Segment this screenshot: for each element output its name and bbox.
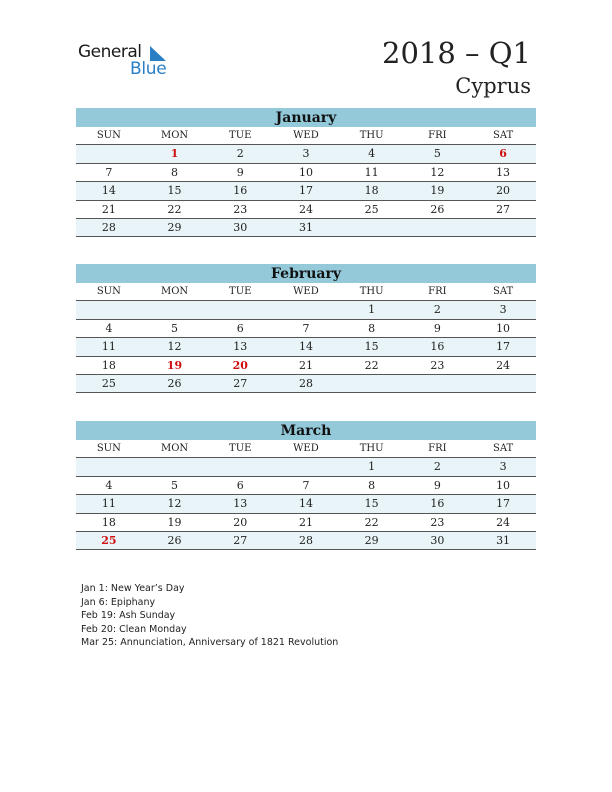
day-cell: 12 bbox=[167, 340, 182, 354]
day-cell: 10 bbox=[496, 321, 511, 335]
day-cell: 3 bbox=[302, 147, 310, 161]
weekday-label: SUN bbox=[96, 443, 121, 454]
day-cell: 13 bbox=[233, 497, 248, 511]
day-cell: 24 bbox=[496, 515, 511, 529]
day-cell: 18 bbox=[101, 358, 116, 372]
day-cell: 1 bbox=[170, 147, 179, 161]
day-cell bbox=[273, 458, 339, 475]
logo-word-blue: Blue bbox=[130, 59, 167, 79]
day-cell: 11 bbox=[101, 340, 116, 354]
day-cell: 26 bbox=[430, 202, 445, 216]
day-cell: 21 bbox=[298, 515, 313, 529]
day-cell: 2 bbox=[433, 303, 441, 317]
week-row bbox=[76, 201, 536, 219]
weekday-label: TUE bbox=[229, 286, 252, 297]
day-cell: 18 bbox=[364, 184, 379, 198]
day-cell: 2 bbox=[433, 460, 441, 474]
day-cell: 2 bbox=[236, 147, 244, 161]
weekday-label: SAT bbox=[492, 443, 514, 454]
day-cell: 4 bbox=[105, 478, 113, 492]
weekday-label: WED bbox=[293, 443, 319, 454]
week-row bbox=[76, 338, 536, 356]
day-cell: 1 bbox=[368, 460, 376, 474]
day-cell: 28 bbox=[298, 533, 313, 547]
day-cell: 19 bbox=[430, 184, 445, 198]
week-row bbox=[76, 219, 536, 237]
day-cell: 12 bbox=[430, 165, 445, 179]
week-row bbox=[76, 495, 536, 513]
day-cell: 24 bbox=[298, 202, 313, 216]
weekday-label: THU bbox=[359, 443, 384, 454]
day-cell bbox=[76, 145, 142, 162]
weekday-label: MON bbox=[160, 286, 189, 297]
day-cell: 4 bbox=[105, 321, 113, 335]
day-cell: 20 bbox=[496, 184, 511, 198]
month-calendar-february bbox=[76, 264, 536, 393]
weekday-label: FRI bbox=[428, 443, 447, 454]
month-calendar-march bbox=[76, 421, 536, 550]
logo-word-general: General bbox=[78, 42, 142, 62]
month-header: March bbox=[76, 421, 536, 440]
day-cell: 27 bbox=[496, 202, 511, 216]
day-cell: 8 bbox=[171, 165, 179, 179]
day-cell bbox=[470, 375, 536, 392]
holiday-note: Jan 6: Epiphany bbox=[81, 596, 156, 608]
holiday-note: Feb 20: Clean Monday bbox=[81, 623, 187, 635]
day-cell: 21 bbox=[298, 358, 313, 372]
week-row bbox=[76, 164, 536, 182]
day-cell bbox=[207, 301, 273, 318]
day-cell: 3 bbox=[499, 303, 507, 317]
weekday-header-row bbox=[76, 440, 536, 458]
day-cell: 17 bbox=[496, 340, 511, 354]
day-cell: 15 bbox=[167, 184, 182, 198]
day-cell: 25 bbox=[101, 376, 116, 390]
weekday-label: FRI bbox=[428, 130, 447, 141]
weekday-header-row bbox=[76, 127, 536, 145]
day-cell bbox=[207, 458, 273, 475]
weekday-label: WED bbox=[293, 286, 319, 297]
weekday-label: MON bbox=[160, 443, 189, 454]
day-cell: 12 bbox=[167, 497, 182, 511]
day-cell: 20 bbox=[232, 358, 248, 372]
weekday-label: SUN bbox=[96, 286, 121, 297]
weekday-label: TUE bbox=[229, 443, 252, 454]
day-cell: 25 bbox=[101, 533, 117, 547]
week-row bbox=[76, 320, 536, 338]
day-cell: 21 bbox=[101, 202, 116, 216]
holiday-note: Feb 19: Ash Sunday bbox=[81, 610, 176, 622]
day-cell: 31 bbox=[496, 533, 511, 547]
day-cell: 1 bbox=[368, 303, 376, 317]
holiday-note: Mar 25: Annunciation, Anniversary of 1821 Revolution bbox=[81, 637, 339, 649]
month-header: January bbox=[76, 108, 536, 127]
day-cell bbox=[405, 219, 471, 236]
weekday-label: MON bbox=[160, 130, 189, 141]
day-cell: 17 bbox=[496, 497, 511, 511]
day-cell: 14 bbox=[298, 340, 313, 354]
day-cell bbox=[142, 458, 208, 475]
month-calendar-january bbox=[76, 108, 536, 237]
day-cell: 5 bbox=[171, 321, 179, 335]
day-cell: 23 bbox=[430, 358, 445, 372]
day-cell: 3 bbox=[499, 460, 507, 474]
day-cell: 8 bbox=[368, 321, 376, 335]
day-cell: 18 bbox=[101, 515, 116, 529]
day-cell: 14 bbox=[298, 497, 313, 511]
day-cell: 24 bbox=[496, 358, 511, 372]
day-cell: 11 bbox=[364, 165, 379, 179]
day-cell bbox=[273, 301, 339, 318]
weekday-label: SUN bbox=[96, 130, 121, 141]
day-cell: 15 bbox=[364, 340, 379, 354]
day-cell: 16 bbox=[430, 340, 445, 354]
day-cell: 11 bbox=[101, 497, 116, 511]
day-cell: 16 bbox=[233, 184, 248, 198]
day-cell: 8 bbox=[368, 478, 376, 492]
day-cell: 23 bbox=[233, 202, 248, 216]
day-cell: 5 bbox=[171, 478, 179, 492]
week-row bbox=[76, 532, 536, 550]
day-cell: 9 bbox=[236, 165, 244, 179]
day-cell: 7 bbox=[302, 321, 310, 335]
holiday-note: Jan 1: New Year’s Day bbox=[81, 583, 185, 594]
week-row bbox=[76, 182, 536, 200]
day-cell: 27 bbox=[233, 533, 248, 547]
day-cell: 25 bbox=[364, 202, 379, 216]
weekday-header-row bbox=[76, 283, 536, 301]
day-cell: 23 bbox=[430, 515, 445, 529]
day-cell: 6 bbox=[236, 321, 244, 335]
weekday-label: TUE bbox=[229, 130, 252, 141]
day-cell: 15 bbox=[364, 497, 379, 511]
week-row bbox=[76, 477, 536, 495]
day-cell: 19 bbox=[167, 515, 182, 529]
week-row bbox=[76, 514, 536, 532]
week-row bbox=[76, 458, 536, 476]
day-cell: 30 bbox=[430, 533, 445, 547]
day-cell: 13 bbox=[496, 165, 511, 179]
day-cell: 19 bbox=[166, 358, 183, 372]
day-cell: 31 bbox=[298, 220, 313, 234]
day-cell: 7 bbox=[302, 478, 310, 492]
week-row bbox=[76, 301, 536, 319]
week-row bbox=[76, 145, 536, 163]
day-cell: 5 bbox=[433, 147, 441, 161]
day-cell: 22 bbox=[167, 202, 182, 216]
country-name: Cyprus bbox=[455, 74, 531, 98]
day-cell bbox=[142, 301, 208, 318]
day-cell: 9 bbox=[433, 478, 441, 492]
day-cell: 28 bbox=[101, 220, 116, 234]
day-cell: 4 bbox=[368, 147, 376, 161]
holiday-notes bbox=[81, 582, 338, 650]
weekday-label: THU bbox=[359, 130, 384, 141]
day-cell: 9 bbox=[433, 321, 441, 335]
day-cell: 29 bbox=[167, 220, 182, 234]
weekday-label: SAT bbox=[492, 130, 514, 141]
day-cell: 20 bbox=[233, 515, 248, 529]
day-cell: 30 bbox=[233, 220, 248, 234]
day-cell bbox=[339, 219, 405, 236]
week-row bbox=[76, 357, 536, 375]
week-row bbox=[76, 375, 536, 393]
weekday-label: WED bbox=[293, 130, 319, 141]
weekday-label: FRI bbox=[428, 286, 447, 297]
day-cell: 10 bbox=[298, 165, 313, 179]
day-cell: 6 bbox=[499, 147, 507, 161]
day-cell: 16 bbox=[430, 497, 445, 511]
day-cell bbox=[76, 458, 142, 475]
day-cell: 14 bbox=[101, 184, 116, 198]
page-title: 2018 – Q1 bbox=[382, 36, 531, 70]
day-cell bbox=[339, 375, 405, 392]
day-cell: 6 bbox=[236, 478, 244, 492]
day-cell bbox=[470, 219, 536, 236]
day-cell: 13 bbox=[233, 340, 248, 354]
day-cell: 27 bbox=[233, 376, 248, 390]
month-header: February bbox=[76, 264, 536, 283]
day-cell: 26 bbox=[167, 376, 182, 390]
day-cell: 22 bbox=[364, 358, 379, 372]
day-cell: 22 bbox=[364, 515, 379, 529]
day-cell: 28 bbox=[298, 376, 313, 390]
logo bbox=[78, 42, 178, 78]
day-cell: 26 bbox=[167, 533, 182, 547]
day-cell bbox=[76, 301, 142, 318]
day-cell: 7 bbox=[105, 165, 113, 179]
day-cell: 29 bbox=[364, 533, 379, 547]
day-cell: 10 bbox=[496, 478, 511, 492]
weekday-label: THU bbox=[359, 286, 384, 297]
weekday-label: SAT bbox=[492, 286, 514, 297]
day-cell: 17 bbox=[298, 184, 313, 198]
day-cell bbox=[405, 375, 471, 392]
